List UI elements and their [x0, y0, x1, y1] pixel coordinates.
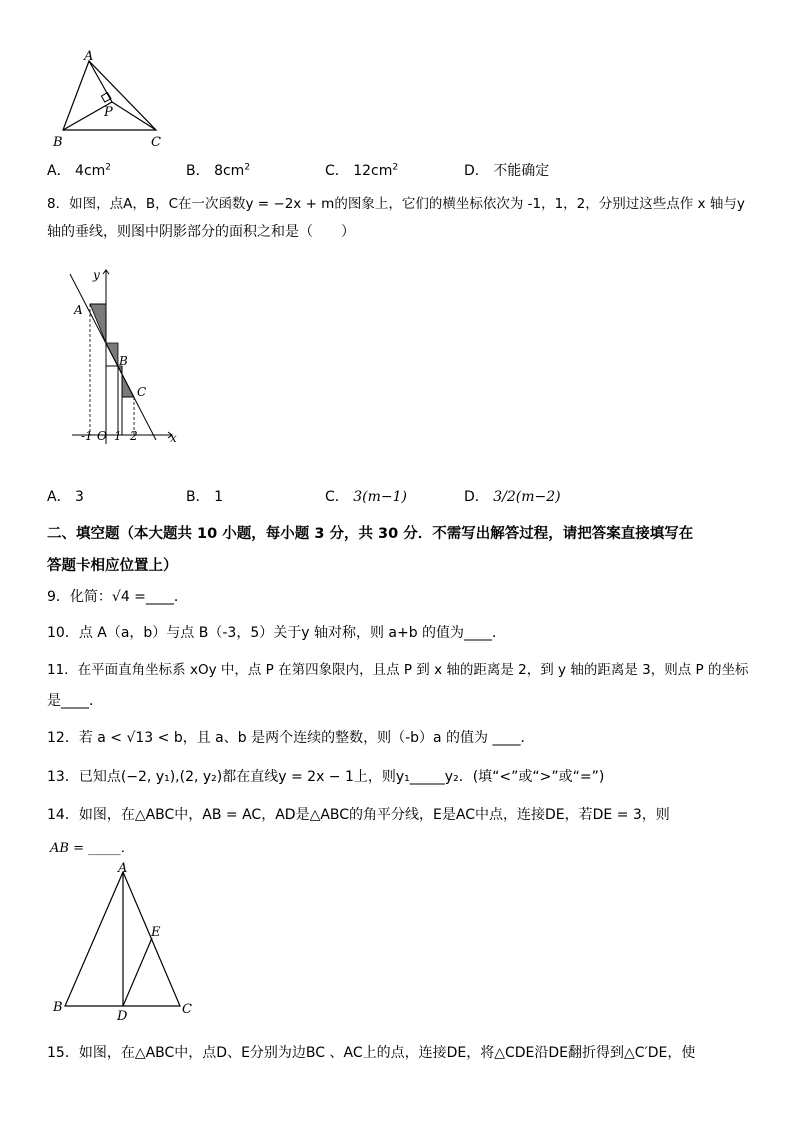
q14-fig-label-b: B	[53, 1000, 63, 1015]
q8-question-line2: 轴的垂线，则图中阴影部分的面积之和是（ ）	[47, 224, 355, 240]
q10-question: 10．点 A（a，b）与点 B（-3，5）关于y 轴对称，则 a+b 的值为____．	[47, 625, 507, 641]
q12-question: 12．若 a < √13 < b，且 a、b 是两个连续的整数，则（-b）a 的值为 ____．	[47, 730, 535, 746]
fig7-label-c: C	[151, 135, 161, 150]
q13-question: 13．已知点(−2, y₁),(2, y₂)都在直线y = 2x − 1上，则y₁_____y₂．(填“<”或“>”或“=”)	[47, 769, 605, 785]
q8-fig-tick-2: 2	[130, 429, 138, 443]
q8-option-d: D． 3/2(m−2)	[464, 489, 561, 505]
fig7-label-p: P	[104, 105, 113, 120]
q15-question-line1: 15．如图，在△ABC中，点D、E分别为边BC 、AC上的点，连接DE，将△CDE沿DE翻折得到△C′DE，使	[47, 1045, 696, 1061]
q8-fig-origin: O	[97, 429, 107, 443]
q14-fig-label-a: A	[118, 861, 128, 876]
q11-question-line1: 11．在平面直角坐标系 xOy 中，点 P 在第四象限内，且点 P 到 x 轴的距离是 2，到 y 轴的距离是 3，则点 P 的坐标	[47, 662, 749, 678]
q8-option-a: A． 3	[47, 489, 84, 505]
q8-fig-tick-neg1: -1	[81, 429, 93, 443]
fig7-label-b: B	[53, 135, 63, 150]
q7-triangle-figure	[48, 48, 178, 152]
q8-graph-figure	[68, 262, 188, 448]
q8-fig-label-c: C	[137, 385, 147, 399]
q14-triangle-figure	[50, 858, 200, 1024]
q8-fig-y-label: y	[93, 268, 100, 282]
q8-question-line1: 8．如图，点A，B，C在一次函数y = −2x + m的图象上，它们的横坐标依次为 -1，1，2，分别过这些点作 x 轴与y	[47, 196, 745, 212]
q14-fig-label-e: E	[151, 925, 161, 940]
q9-question: 9．化简：√4 =____．	[47, 589, 188, 605]
q8-option-b: B． 1	[186, 489, 223, 505]
q8-option-c: C． 3(m−1)	[325, 489, 407, 505]
q14-fig-label-d: D	[117, 1009, 128, 1024]
q14-fig-label-c: C	[182, 1002, 192, 1017]
q7-option-a: A． $4cm^2$	[47, 162, 112, 179]
section2-heading-line2: 答题卡相应位置上）	[47, 558, 178, 574]
q7-option-d: D． 不能确定	[464, 163, 550, 179]
section2-heading-line1: 二、填空题（本大题共 10 小题，每小题 3 分，共 30 分．不需写出解答过程，请把答案直接填写在	[47, 526, 694, 542]
q7-option-b: B． $8cm^2$	[186, 162, 251, 179]
q8-fig-label-a: A	[74, 303, 83, 317]
q8-fig-label-b: B	[119, 354, 128, 368]
fig7-label-a: A	[84, 49, 94, 64]
q7-option-c: C． $12cm^2$	[325, 162, 399, 179]
q8-fig-x-label: x	[170, 431, 177, 445]
q14-question-line2: AB = _____．	[50, 841, 134, 856]
q11-question-line2: 是____．	[47, 693, 103, 709]
q14-question-line1: 14．如图，在△ABC中，AB = AC，AD是△ABC的角平分线，E是AC中点，连接DE，若DE = 3，则	[47, 807, 670, 823]
q8-fig-tick-1: 1	[114, 429, 122, 443]
